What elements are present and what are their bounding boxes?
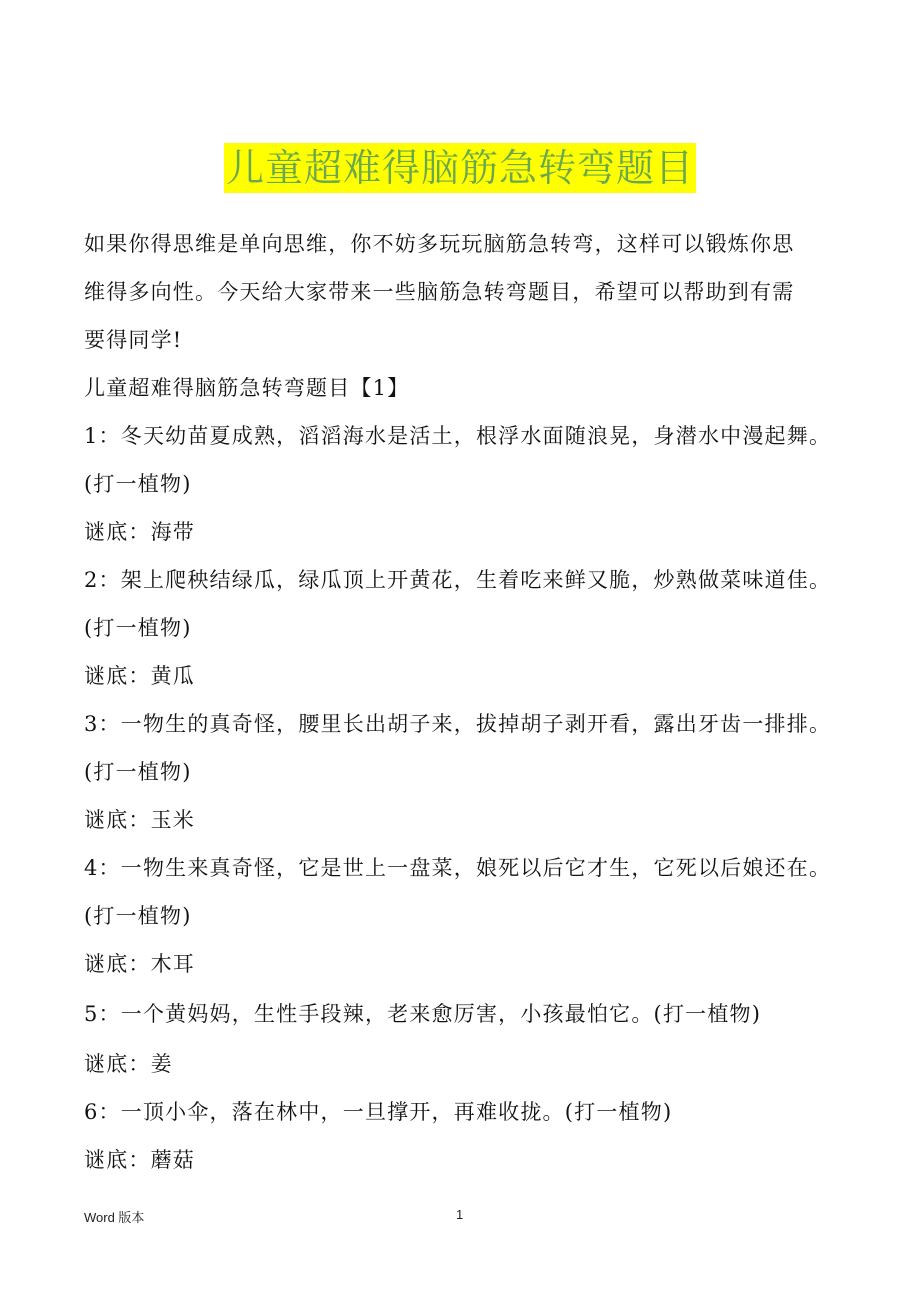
riddle-hint: (打一植物) bbox=[84, 760, 192, 784]
riddle-hint: (打一植物) bbox=[84, 472, 192, 496]
intro-line: 如果你得思维是单向思维，你不妨多玩玩脑筋急转弯，这样可以锻炼你思 bbox=[84, 232, 795, 256]
riddle-question: 3：一物生的真奇怪，腰里长出胡子来，拔掉胡子剥开看，露出牙齿一排排。 bbox=[84, 712, 832, 736]
riddle-answer: 谜底：黄瓜 bbox=[84, 664, 195, 688]
riddle-answer: 谜底：海带 bbox=[84, 520, 195, 544]
riddle-hint: (打一植物) bbox=[84, 904, 192, 928]
riddle-hint: (打一植物) bbox=[84, 616, 192, 640]
riddle-answer: 谜底：蘑菇 bbox=[84, 1148, 195, 1172]
riddle-question: 2：架上爬秧结绿瓜，绿瓜顶上开黄花，生着吃来鲜又脆，炒熟做菜味道佳。 bbox=[84, 568, 832, 592]
riddle-answer: 谜底：姜 bbox=[84, 1052, 173, 1076]
intro-line: 维得多向性。今天给大家带来一些脑筋急转弯题目，希望可以帮助到有需 bbox=[84, 280, 795, 304]
document-title: 儿童超难得脑筋急转弯题目 bbox=[224, 143, 696, 193]
riddle-question: 1：冬天幼苗夏成熟，滔滔海水是活土，根浮水面随浪晃，身潜水中漫起舞。 bbox=[84, 424, 832, 448]
riddle-question: 6：一顶小伞，落在林中，一旦撑开，再难收拢。(打一植物) bbox=[84, 1100, 673, 1124]
page-number: 1 bbox=[456, 1207, 464, 1222]
title-container bbox=[0, 143, 920, 193]
riddle-answer: 谜底：玉米 bbox=[84, 808, 195, 832]
riddle-question: 5：一个黄妈妈，生性手段辣，老来愈厉害，小孩最怕它。(打一植物) bbox=[84, 1002, 762, 1026]
intro-line: 要得同学! bbox=[84, 328, 183, 352]
riddle-answer: 谜底：木耳 bbox=[84, 952, 195, 976]
section-heading: 儿童超难得脑筋急转弯题目【1】 bbox=[84, 376, 410, 400]
footer-label: Word 版本 bbox=[84, 1210, 145, 1225]
riddle-question: 4：一物生来真奇怪，它是世上一盘菜，娘死以后它才生，它死以后娘还在。 bbox=[84, 856, 832, 880]
